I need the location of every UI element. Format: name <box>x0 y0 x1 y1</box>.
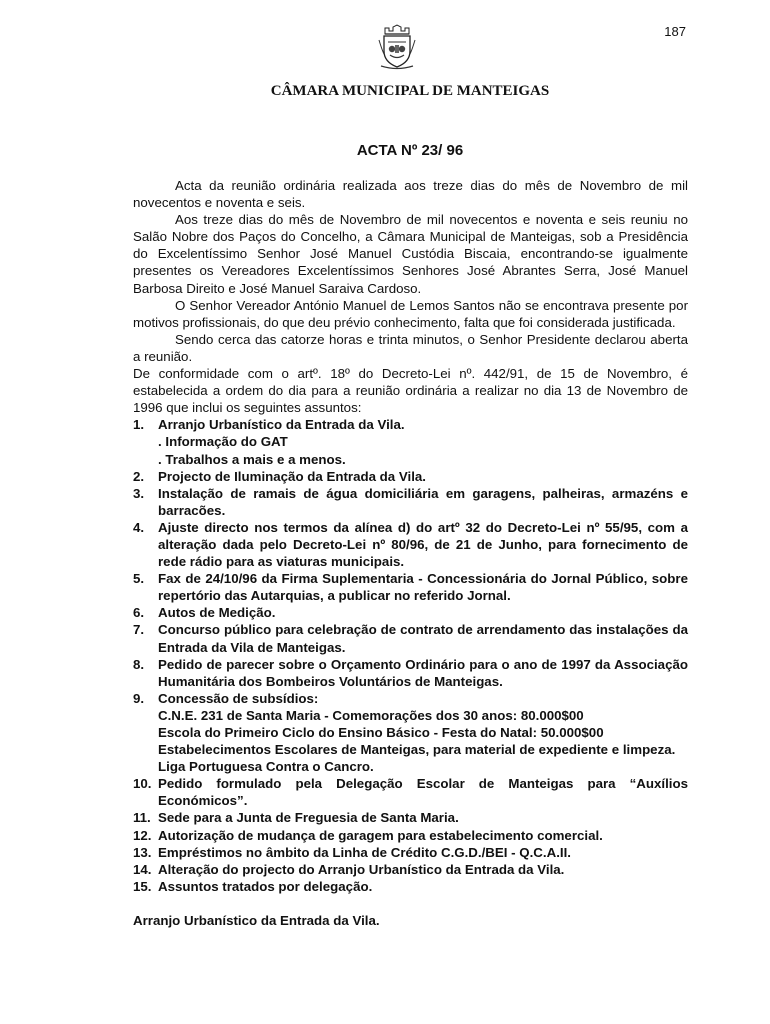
agenda-item <box>133 519 688 570</box>
agenda-item-text: Fax de 24/10/96 da Firma Suplementaria - Concessionária do Jornal Público, sobre repertório das Autarquias, a publicar no referido Jornal. <box>158 571 688 604</box>
agenda-item-number: 12. <box>133 827 152 843</box>
agenda-item-number: 6. <box>133 605 145 621</box>
agenda-item <box>133 878 688 895</box>
agenda-item <box>133 416 688 467</box>
agenda-item <box>133 809 688 826</box>
agenda-subitem: . Trabalhos a mais e a menos. <box>158 451 346 467</box>
document-body <box>133 177 688 929</box>
agenda-item <box>133 775 688 809</box>
agenda-item-text: Autos de Medição. <box>158 605 276 621</box>
agenda-item-text: Alteração do projecto do Arranjo Urbanístico da Entrada da Vila. <box>158 861 565 877</box>
municipal-crest-icon <box>376 24 418 70</box>
agenda-item <box>133 468 688 485</box>
agenda-item-number: 11. <box>133 810 151 826</box>
agenda-item-number: 10. <box>133 776 152 792</box>
agenda-item-number: 9. <box>133 690 145 706</box>
agenda-item-number: 1. <box>133 417 145 433</box>
paragraph-attendance: Aos treze dias do mês de Novembro de mil novecentos e noventa e seis reuniu no Salão Nobre dos Paços do Concelho, a Câmara Municipal de Manteigas, sob a Presidência do Excelentíssimo Senhor José Manuel Custódia Biscaia, encontrando-se igualmente presentes os Vereadores Excelentíssimos Senhores José Abrantes Serra, José Manuel Barbosa Direito e José Manuel Saraiva Cardoso. <box>133 212 688 296</box>
agenda-item <box>133 844 688 861</box>
agenda-item-text: Assuntos tratados por delegação. <box>158 878 373 894</box>
agenda-item <box>133 827 688 844</box>
agenda-item <box>133 690 688 775</box>
agenda-item-text: Arranjo Urbanístico da Entrada da Vila. <box>158 417 405 433</box>
page-number: 187 <box>664 24 686 39</box>
acta-title: ACTA Nº 23/ 96 <box>356 142 464 159</box>
agenda-item-number: 8. <box>133 656 145 672</box>
agenda-item-number: 4. <box>133 519 145 535</box>
agenda-item-text: Pedido formulado pela Delegação Escolar de Manteigas para “Auxílios Económicos”. <box>158 776 688 809</box>
section-heading: Arranjo Urbanístico da Entrada da Vila. <box>133 912 380 928</box>
agenda-item <box>133 604 688 621</box>
municipality-title: CÂMARA MUNICIPAL DE MANTEIGAS <box>270 83 550 99</box>
agenda-item-number: 5. <box>133 571 145 587</box>
agenda-item-text: Concessão de subsídios: <box>158 690 319 706</box>
agenda-item-text: Concurso público para celebração de contrato de arrendamento das instalações da Entrada da Vila de Manteigas. <box>158 622 688 655</box>
agenda-subitem: Estabelecimentos Escolares de Manteigas, para material de expediente e limpeza. <box>158 742 676 758</box>
agenda-item-text: Autorização de mudança de garagem para estabelecimento comercial. <box>158 827 603 843</box>
agenda-item <box>133 861 688 878</box>
paragraph-agenda-intro: De conformidade com o artº. 18º do Decreto-Lei nº. 442/91, de 15 de Novembro, é estabelecida a ordem do dia para a reunião ordinária a realizar no dia 13 de Novembro de 1996 que inclui os seguintes assuntos: <box>133 366 688 416</box>
agenda-item-text: Empréstimos no âmbito da Linha de Crédito C.G.D./BEI - Q.C.A.II. <box>158 844 571 860</box>
agenda-subitem: . Informação do GAT <box>158 434 288 450</box>
agenda-item-number: 15. <box>133 878 152 894</box>
agenda-item-number: 13. <box>133 844 152 860</box>
agenda-item-text: Sede para a Junta de Freguesia de Santa Maria. <box>158 810 459 826</box>
paragraph-absence: O Senhor Vereador António Manuel de Lemos Santos não se encontrava presente por motivos profissionais, do que deu prévio conhecimento, falta que foi considerada justificada. <box>133 297 688 330</box>
agenda-item <box>133 656 688 690</box>
agenda-item-text: Projecto de Iluminação da Entrada da Vila. <box>158 468 426 484</box>
agenda-item-number: 3. <box>133 485 145 501</box>
agenda-subitem: Escola do Primeiro Ciclo do Ensino Básico - Festa do Natal: 50.000$00 <box>158 725 604 740</box>
agenda-list <box>133 416 688 895</box>
paragraph-start-time: Sendo cerca das catorze horas e trinta minutos, o Senhor Presidente declarou aberta a reunião. <box>133 331 688 364</box>
agenda-item <box>133 485 688 519</box>
agenda-subitem: Liga Portuguesa Contra o Cancro. <box>158 759 374 775</box>
agenda-item-text: Ajuste directo nos termos da alínea d) do artº 32 do Decreto-Lei nº 55/95, com a alteração dada pelo Decreto-Lei nº 80/96, de 21 de Junho, para fornecimento de rede rádio para as viaturas municipais. <box>158 519 688 570</box>
agenda-item-text: Pedido de parecer sobre o Orçamento Ordinário para o ano de 1997 da Associação Humanitária dos Bombeiros Voluntários de Manteigas. <box>158 656 688 689</box>
agenda-item-number: 2. <box>133 468 145 484</box>
agenda-item-number: 7. <box>133 622 145 638</box>
agenda-item-text: Instalação de ramais de água domiciliária em garagens, palheiras, armazéns e barracões. <box>158 485 688 518</box>
agenda-item-number: 14. <box>133 861 152 877</box>
paragraph-opening: Acta da reunião ordinária realizada aos treze dias do mês de Novembro de mil novecentos e noventa e seis. <box>133 178 688 211</box>
agenda-item <box>133 621 688 655</box>
agenda-subitem: C.N.E. 231 de Santa Maria - Comemorações dos 30 anos: 80.000$00 <box>158 707 584 723</box>
agenda-item <box>133 570 688 604</box>
